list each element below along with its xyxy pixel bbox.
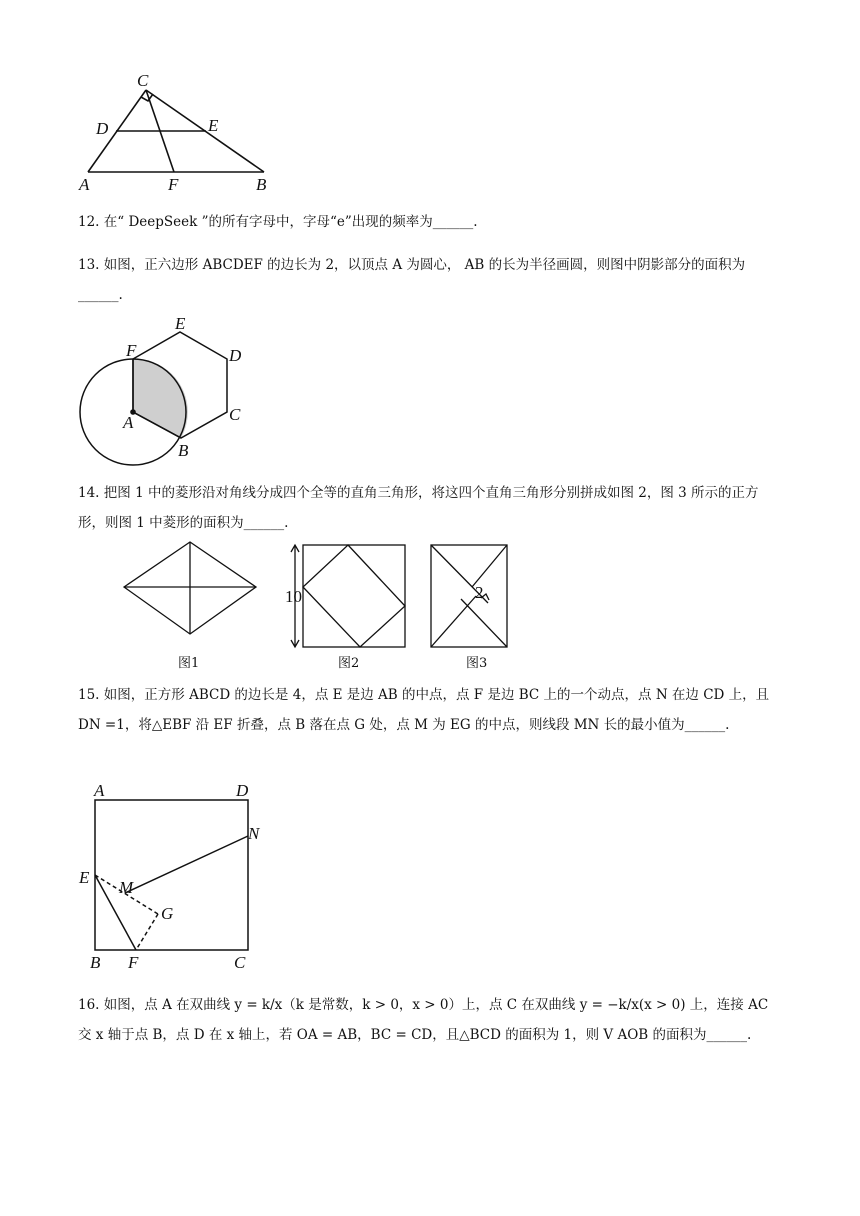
- label-c: C: [234, 953, 246, 972]
- question-text: 如图，正方形 ABCD 的边长是 4，点 E 是边 AB 的中点，点 F 是边 BC 上的一个动点，点 N 在边 CD 上，且 DN =1，将△EBF 沿 EF 折叠，点 B 落在点 G 处，点 M 为 EG 的中点，则线段 MN 长的最小值为______.: [78, 687, 770, 733]
- question-15: [78, 680, 782, 740]
- question-number: 13.: [78, 257, 100, 273]
- label-b: B: [256, 175, 267, 194]
- question-16: [78, 990, 782, 1050]
- question-13: [78, 250, 782, 310]
- label-c: C: [229, 405, 241, 424]
- figure-square-abcd: [76, 780, 276, 972]
- label-m: M: [119, 878, 134, 897]
- label-c: C: [137, 71, 149, 90]
- label-b: B: [90, 953, 101, 972]
- label-a: A: [79, 175, 90, 194]
- label-f: F: [126, 341, 137, 360]
- label-f: F: [168, 175, 179, 194]
- question-number: 15.: [78, 687, 100, 703]
- inner-length-label: 2: [475, 583, 484, 602]
- question-text: 如图，点 A 在双曲线 y = k/x（k 是常数，k > 0，x > 0）上，点 C 在双曲线 y = −k/x(x > 0) 上，连接 AC 交 x 轴于点 B，点 D 在 x 轴上，若 OA = AB，BC = CD，且△BCD 的面积为 1，则 V AOB 的面积为______.: [78, 997, 769, 1043]
- label-e: E: [79, 868, 90, 887]
- label-d: D: [236, 781, 249, 800]
- figure-hexagon-circle: [70, 314, 260, 472]
- question-number: 14.: [78, 485, 100, 501]
- side-length-label: 10: [285, 587, 302, 606]
- figure-rhombus: [120, 540, 260, 638]
- caption-figure-3: 图3: [466, 656, 488, 671]
- label-b: B: [178, 441, 189, 460]
- label-d: D: [96, 119, 109, 138]
- label-g: G: [161, 904, 174, 923]
- caption-figure-2: 图2: [338, 656, 360, 671]
- question-number: 12.: [78, 214, 100, 230]
- question-number: 16.: [78, 997, 100, 1013]
- label-f: F: [128, 953, 139, 972]
- caption-figure-1: 图1: [178, 656, 200, 671]
- label-a: A: [94, 781, 105, 800]
- label-n: N: [248, 824, 260, 843]
- label-a: A: [123, 413, 134, 432]
- figure-square-2: [282, 540, 412, 650]
- label-d: D: [229, 346, 242, 365]
- question-text: 在“ DeepSeek ”的所有字母中，字母“e”出现的频率为______.: [103, 214, 478, 230]
- question-text: 把图 1 中的菱形沿对角线分成四个全等的直角三角形，将这四个直角三角形分别拼成如图 2，图 3 所示的正方形，则图 1 中菱形的面积为______.: [78, 485, 759, 531]
- figure-square-3: [426, 540, 510, 650]
- figure-triangle-abc: [70, 68, 280, 196]
- question-12: [78, 207, 782, 237]
- question-text: 如图，正六边形 ABCDEF 的边长为 2，以顶点 A 为圆心， AB 的长为半径画圆，则图中阴影部分的面积为______.: [78, 257, 746, 303]
- question-14: [78, 478, 782, 538]
- label-e: E: [175, 314, 186, 333]
- label-e: E: [208, 116, 219, 135]
